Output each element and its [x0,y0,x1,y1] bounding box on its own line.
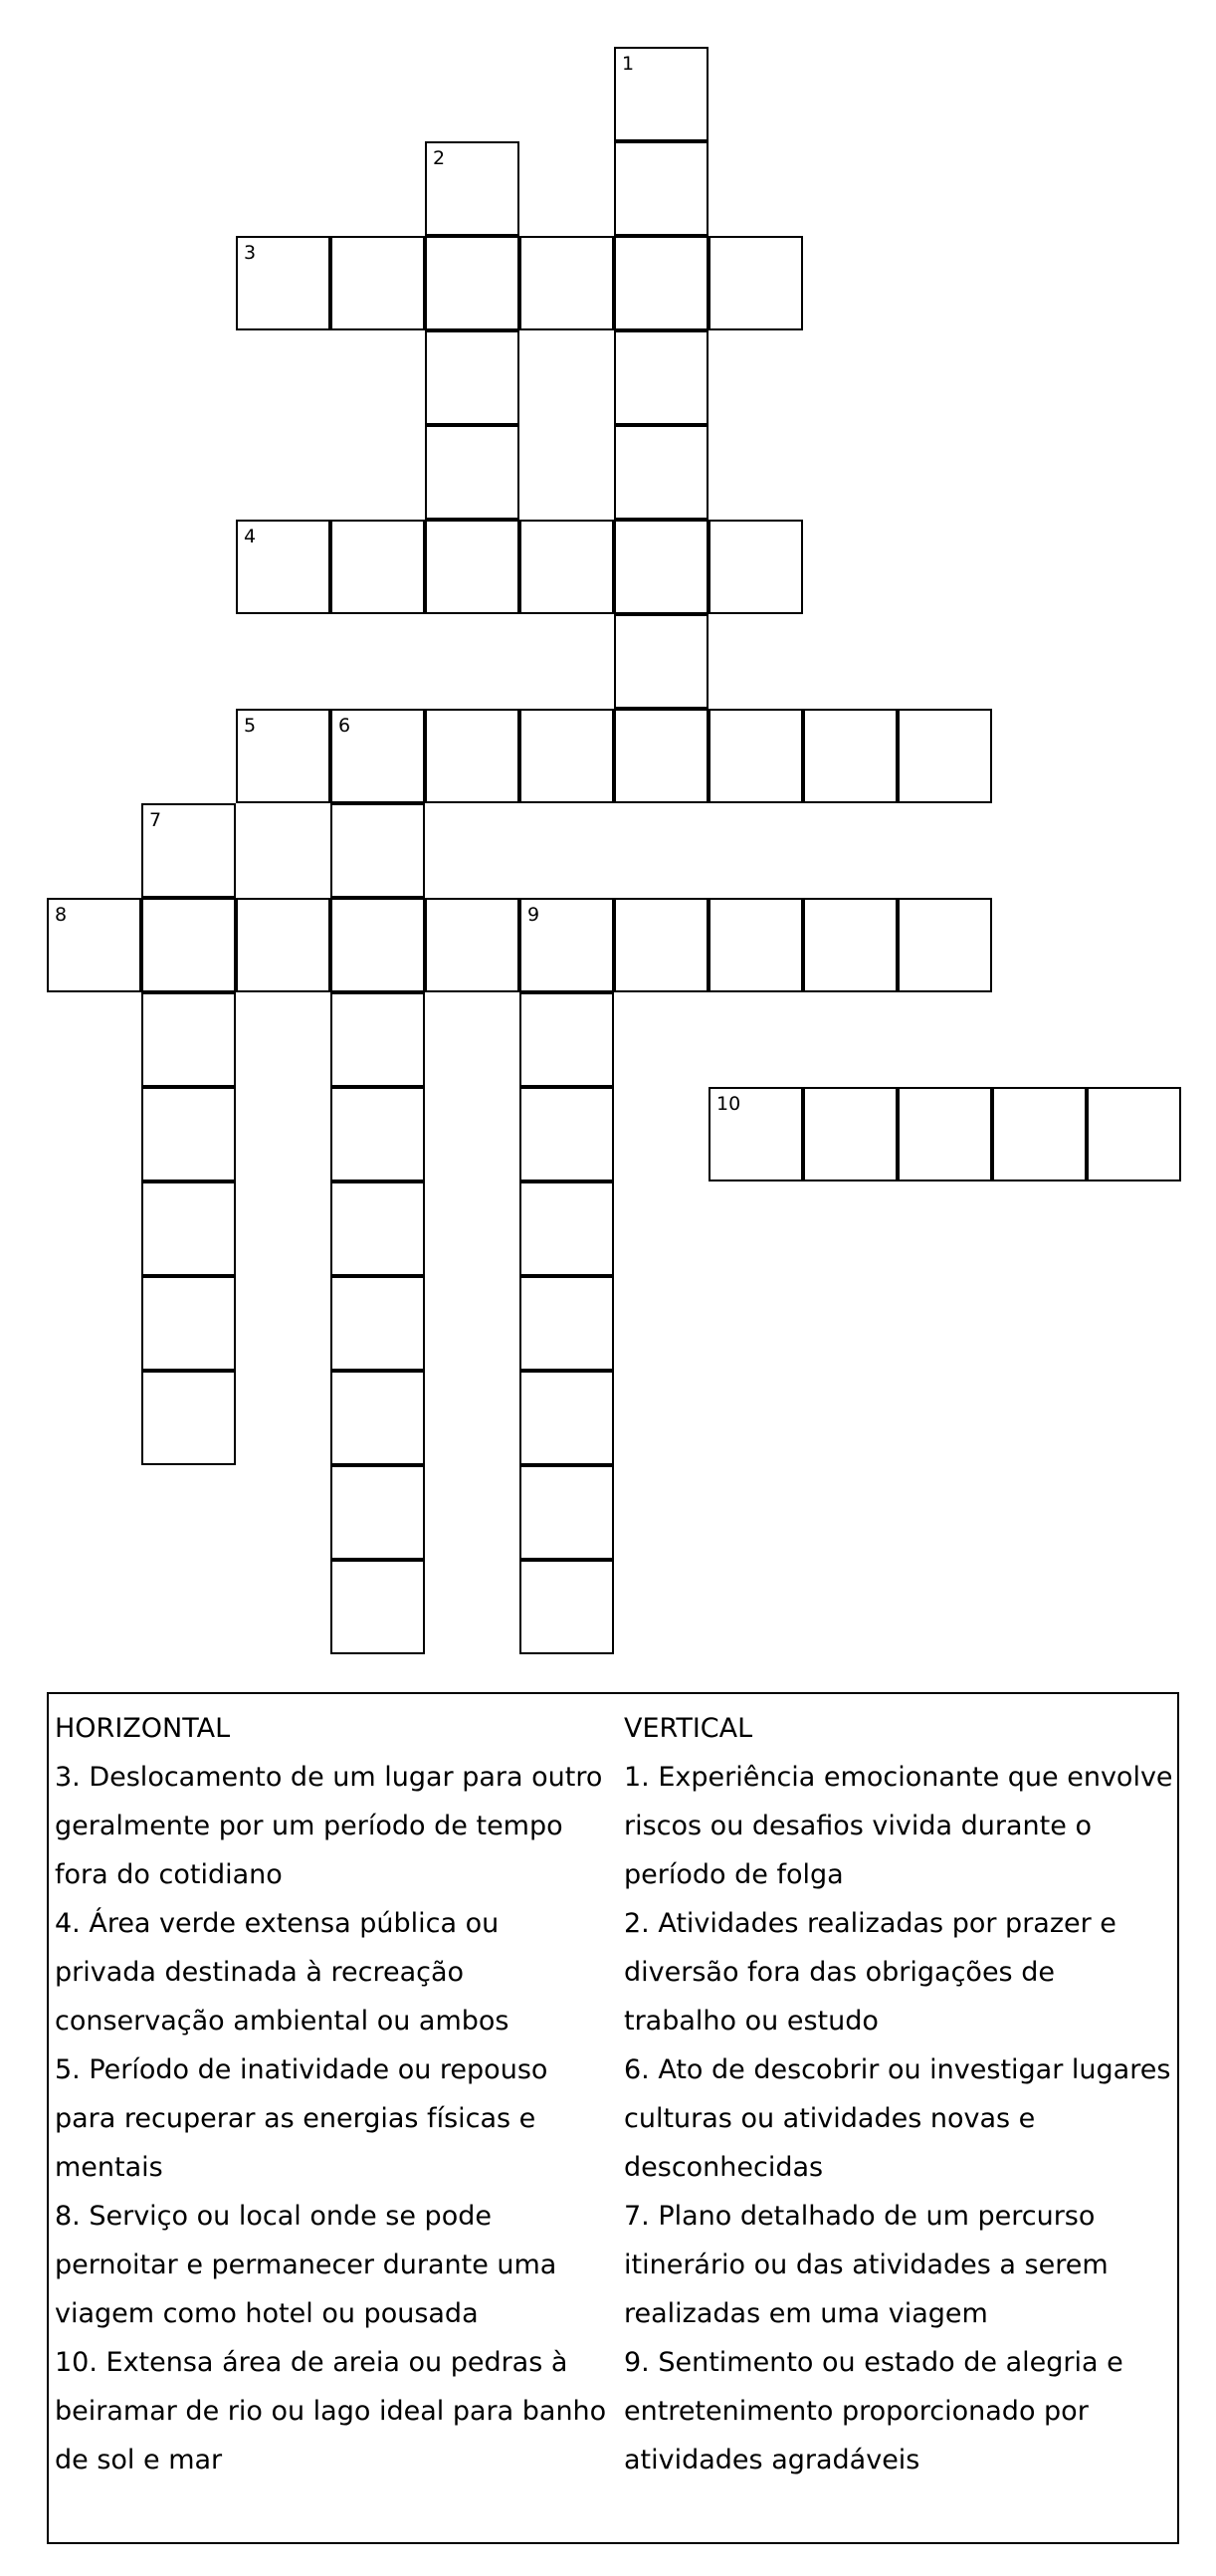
crossword-cell[interactable] [236,709,330,803]
crossword-cell[interactable] [236,236,330,330]
crossword-cell[interactable] [425,141,519,236]
clue-line: desconhecidas [624,2152,824,2183]
crossword-cell[interactable] [519,1371,614,1465]
crossword-cell[interactable] [803,709,898,803]
crossword-cell[interactable] [519,898,614,992]
crossword-cell[interactable] [330,1560,425,1654]
crossword-cell[interactable] [330,1087,425,1181]
clue-line: 5. Período de inatividade ou repouso [55,2054,548,2085]
clue-line: riscos ou desafios vivida durante o [624,1811,1092,1841]
crossword-cell[interactable] [614,709,709,803]
clue-line: conservação ambiental ou ambos [55,2006,509,2037]
crossword-cell[interactable] [236,520,330,614]
crossword-cell[interactable] [898,1087,992,1181]
crossword-cell[interactable] [330,520,425,614]
horizontal-clues [55,1704,612,2484]
clue-line: viagem como hotel ou pousada [55,2298,479,2329]
clue-line: mentais [55,2152,163,2183]
vertical-clues [624,1704,1177,2484]
clue-line: culturas ou atividades novas e [624,2103,1036,2134]
clue-line: privada destinada à recreação [55,1957,465,1988]
crossword-cell[interactable] [330,1371,425,1465]
horizontal-heading: HORIZONTAL [55,1713,231,1744]
clue-line: 10. Extensa área de areia ou pedras à [55,2347,568,2378]
vertical-heading: VERTICAL [624,1713,753,1744]
clue-number: 2 [433,147,446,169]
crossword-cell[interactable] [425,520,519,614]
crossword-cell[interactable] [141,1181,236,1276]
crossword-cell[interactable] [330,1465,425,1560]
crossword-cell[interactable] [425,330,519,425]
clue-line: 9. Sentimento ou estado de alegria e [624,2347,1123,2378]
clue-line: atividades agradáveis [624,2445,920,2475]
clue-number: 6 [338,715,351,737]
crossword-cell[interactable] [614,614,709,709]
crossword-cell[interactable] [141,992,236,1087]
crossword-cell[interactable] [47,898,141,992]
clue-line: de sol e mar [55,2445,223,2475]
crossword-cell[interactable] [803,898,898,992]
crossword-cell[interactable] [330,1276,425,1371]
crossword-cell[interactable] [614,236,709,330]
clue-number: 1 [622,53,635,75]
crossword-cell[interactable] [709,520,803,614]
crossword-cell[interactable] [141,1371,236,1465]
clue-line: fora do cotidiano [55,1859,283,1890]
clue-number: 5 [244,715,257,737]
crossword-cell[interactable] [519,1276,614,1371]
crossword-cell[interactable] [519,236,614,330]
clue-line: geralmente por um período de tempo [55,1811,563,1841]
crossword-cell[interactable] [425,709,519,803]
crossword-cell[interactable] [614,47,709,141]
clue-line: 1. Experiência emocionante que envolve [624,1762,1173,1793]
clue-line: para recuperar as energias físicas e [55,2103,536,2134]
crossword-cell[interactable] [709,236,803,330]
clue-number: 7 [149,809,162,831]
crossword-cell[interactable] [330,898,425,992]
clue-line: 6. Ato de descobrir ou investigar lugares [624,2054,1171,2085]
clue-line: 4. Área verde extensa pública ou [55,1908,500,1939]
crossword-cell[interactable] [330,992,425,1087]
crossword-cell[interactable] [330,803,425,898]
crossword-cell[interactable] [425,898,519,992]
clue-line: 2. Atividades realizadas por prazer e [624,1908,1116,1939]
crossword-cell[interactable] [519,992,614,1087]
clue-number: 10 [716,1093,741,1115]
clue-number: 4 [244,526,257,547]
crossword-cell[interactable] [236,898,330,992]
clue-line: pernoitar e permanecer durante uma [55,2250,557,2280]
crossword-cell[interactable] [425,425,519,520]
crossword-cell[interactable] [330,709,425,803]
clue-line: período de folga [624,1859,844,1890]
crossword-cell[interactable] [141,1276,236,1371]
crossword-cell[interactable] [519,1465,614,1560]
crossword-cell[interactable] [614,425,709,520]
crossword-cell[interactable] [1087,1087,1181,1181]
crossword-cell[interactable] [992,1087,1087,1181]
crossword-cell[interactable] [141,1087,236,1181]
crossword-cell[interactable] [519,520,614,614]
crossword-cell[interactable] [141,803,236,898]
clue-box [47,1692,1179,2544]
crossword-cell[interactable] [614,898,709,992]
crossword-cell[interactable] [141,898,236,992]
clue-line: trabalho ou estudo [624,2006,879,2037]
clue-line: 7. Plano detalhado de um percurso [624,2201,1096,2232]
crossword-cell[interactable] [614,330,709,425]
crossword-cell[interactable] [519,709,614,803]
clue-number: 9 [527,904,540,926]
clue-line: beiramar de rio ou lago ideal para banho [55,2396,607,2427]
crossword-cell[interactable] [519,1181,614,1276]
clue-line: 3. Deslocamento de um lugar para outro [55,1762,603,1793]
crossword-cell[interactable] [709,1087,803,1181]
crossword-cell[interactable] [330,1181,425,1276]
crossword-cell[interactable] [330,236,425,330]
crossword-cell[interactable] [519,1560,614,1654]
crossword-cell[interactable] [898,709,992,803]
crossword-cell[interactable] [709,709,803,803]
clue-line: entretenimento proporcionado por [624,2396,1089,2427]
clue-line: diversão fora das obrigações de [624,1957,1055,1988]
clue-number: 8 [55,904,68,926]
clue-line: realizadas em uma viagem [624,2298,988,2329]
crossword-cell[interactable] [614,520,709,614]
crossword-cell[interactable] [519,1087,614,1181]
crossword-cell[interactable] [803,1087,898,1181]
clue-line: 8. Serviço ou local onde se pode [55,2201,492,2232]
crossword-cell[interactable] [614,141,709,236]
clue-line: itinerário ou das atividades a serem [624,2250,1109,2280]
crossword-cell[interactable] [425,236,519,330]
crossword-cell[interactable] [709,898,803,992]
crossword-cell[interactable] [898,898,992,992]
clue-number: 3 [244,242,257,264]
